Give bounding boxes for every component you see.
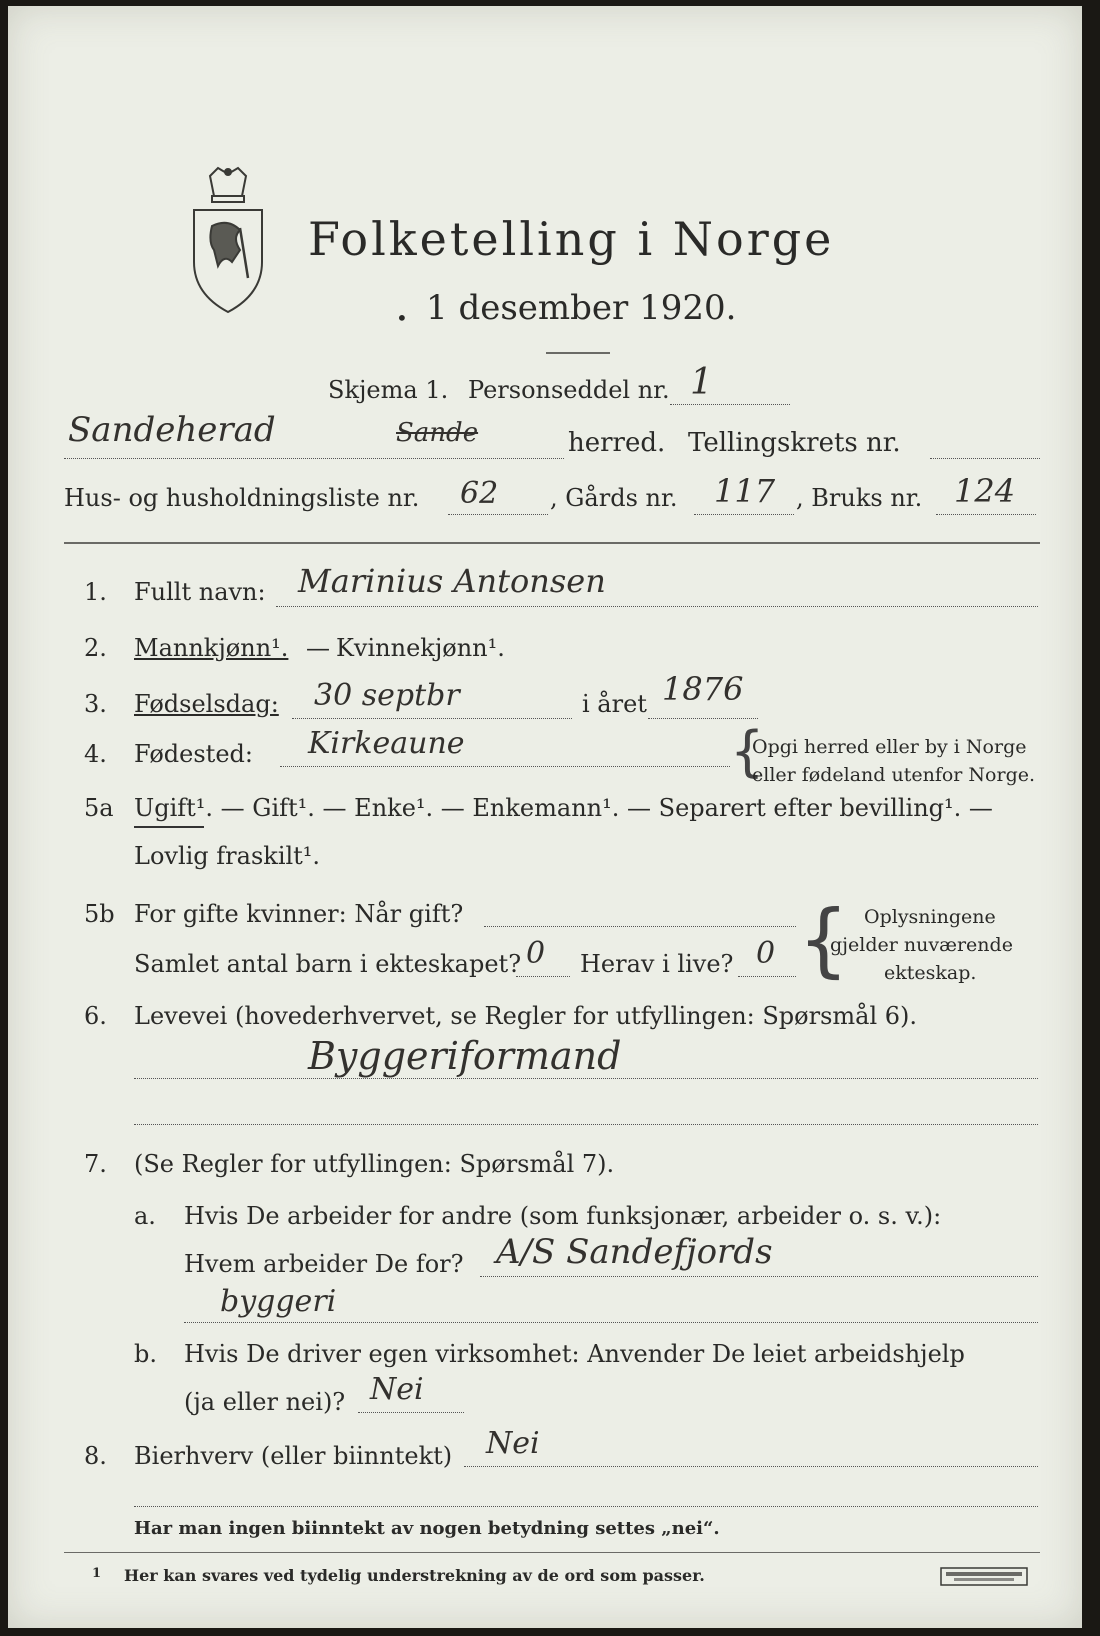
skjema-label: Skjema 1. — [328, 376, 449, 404]
q5a-options-line2: Lovlig fraskilt¹. — [134, 842, 321, 870]
gards-value: 117 — [714, 472, 776, 510]
q3-value: 30 septbr — [314, 678, 460, 713]
q4-value: Kirkeaune — [308, 726, 465, 761]
q3-year-value: 1876 — [662, 670, 744, 708]
q4-note-line1: Opgi herred eller by i Norge — [752, 736, 1027, 758]
q7-number: 7. — [84, 1150, 107, 1178]
q6-number: 6. — [84, 1002, 107, 1030]
q8-line2 — [134, 1506, 1038, 1507]
q2-separator: — — [306, 634, 330, 662]
footnote-mark: 1 — [92, 1566, 102, 1581]
q7-label: (Se Regler for utfyllingen: Spørsmål 7). — [134, 1150, 615, 1178]
gards-label: , Gårds nr. — [550, 484, 678, 512]
tellingskrets-line — [930, 458, 1040, 459]
q3-label: Fødselsdag: — [134, 690, 279, 718]
q8-label: Bierhverv (eller biinntekt) — [134, 1442, 453, 1470]
q8-value: Nei — [486, 1426, 540, 1461]
q3-number: 3. — [84, 690, 107, 718]
q5a-options: Ugift¹. — Gift¹. — Enke¹. — Enkemann¹. — Separert efter bevilling¹. — — [134, 794, 993, 822]
q5b-alive-line — [738, 976, 796, 977]
q5a-number: 5a — [84, 794, 114, 822]
q5b-note-line2: gjelder nuværende — [830, 934, 1013, 956]
tellingskrets-label: Tellingskrets nr. — [688, 428, 901, 458]
q7b-label: Hvis De driver egen virksomhet: Anvender De leiet arbeidshjelp — [184, 1340, 965, 1368]
q4-label: Fødested: — [134, 740, 253, 768]
norwegian-coat-of-arms-icon — [188, 166, 268, 316]
husliste-line — [448, 514, 548, 515]
bruks-line — [936, 514, 1036, 515]
printer-stamp-icon — [940, 1566, 1030, 1588]
q1-number: 1. — [84, 578, 107, 606]
q7b-help-label: (ja eller nei)? — [184, 1388, 346, 1416]
q7a-employer-value: A/S Sandefjords — [496, 1232, 773, 1272]
q2-male: Mannkjønn¹. — [134, 634, 289, 662]
q4-brace: { — [730, 720, 765, 783]
gards-line — [694, 514, 794, 515]
q7b-help-line — [358, 1412, 464, 1413]
q5b-married-line — [484, 926, 796, 927]
herred-line — [64, 458, 564, 459]
q7a-employer-line2 — [184, 1322, 1038, 1323]
census-form-sheet — [8, 6, 1082, 1628]
q7a-employer-label: Hvem arbeider De for? — [184, 1250, 464, 1278]
q3-year-line — [648, 718, 758, 719]
q5b-alive-value: 0 — [756, 936, 776, 971]
q3-year-label: i året — [582, 690, 647, 718]
q7a-label: Hvis De arbeider for andre (som funksjonær, arbeider o. s. v.): — [184, 1202, 942, 1230]
personseddel-line — [670, 404, 790, 405]
q1-line — [276, 606, 1038, 607]
q5b-children-label: Samlet antal barn i ekteskapet? — [134, 950, 522, 978]
q7a-employer-line — [480, 1276, 1038, 1277]
personseddel-label: Personseddel nr. — [468, 376, 670, 404]
footer-note: Har man ingen biinntekt av nogen betydning settes „nei“. — [134, 1518, 720, 1539]
herred-label: herred. — [568, 428, 666, 458]
q5b-married-label: For gifte kvinner: Når gift? — [134, 900, 464, 928]
q5b-number: 5b — [84, 900, 115, 928]
q5b-note-line1: Oplysningene — [864, 906, 996, 928]
q5a-ugift-underline — [134, 826, 204, 828]
title-divider — [546, 352, 610, 354]
q6-value: Byggeriformand — [308, 1034, 622, 1078]
q5b-note-line3: ekteskap. — [884, 962, 977, 984]
q7a-employer-value2: byggeri — [220, 1284, 337, 1319]
q5b-children-value: 0 — [526, 936, 546, 971]
bruks-value: 124 — [954, 472, 1016, 510]
footer-rule — [64, 1552, 1040, 1553]
bullet-dot: • — [396, 306, 408, 330]
footnote-text: Her kan svares ved tydelig understrekning av de ord som passer. — [124, 1566, 705, 1585]
q2-number: 2. — [84, 634, 107, 662]
q7b-letter: b. — [134, 1340, 157, 1368]
q8-line — [464, 1466, 1038, 1467]
q6-line2 — [134, 1124, 1038, 1125]
q4-line — [280, 766, 730, 767]
census-date: 1 desember 1920. — [426, 288, 737, 328]
herred-value: Sandeherad — [68, 410, 276, 450]
husliste-label: Hus- og husholdningsliste nr. — [64, 484, 420, 512]
personseddel-value: 1 — [690, 362, 713, 403]
q2-female: Kvinnekjønn¹. — [336, 634, 505, 662]
q1-label: Fullt navn: — [134, 578, 266, 606]
q5b-brace: { — [798, 893, 849, 986]
q7a-letter: a. — [134, 1202, 156, 1230]
husliste-value: 62 — [460, 476, 499, 511]
q7b-help-value: Nei — [370, 1372, 424, 1407]
header-rule — [64, 542, 1040, 544]
q4-note-line2: eller fødeland utenfor Norge. — [752, 764, 1036, 786]
q8-number: 8. — [84, 1442, 107, 1470]
q3-line — [292, 718, 572, 719]
q5b-alive-label: Herav i live? — [580, 950, 734, 978]
q1-value: Marinius Antonsen — [298, 562, 606, 600]
q6-line1 — [134, 1078, 1038, 1079]
bruks-label: , Bruks nr. — [796, 484, 923, 512]
herred-crossed-value: Sande — [396, 418, 479, 448]
q5b-children-line — [516, 976, 570, 977]
q4-number: 4. — [84, 740, 107, 768]
form-title: Folketelling i Norge — [308, 212, 835, 266]
q6-label: Levevei (hovederhvervet, se Regler for utfyllingen: Spørsmål 6). — [134, 1002, 918, 1030]
